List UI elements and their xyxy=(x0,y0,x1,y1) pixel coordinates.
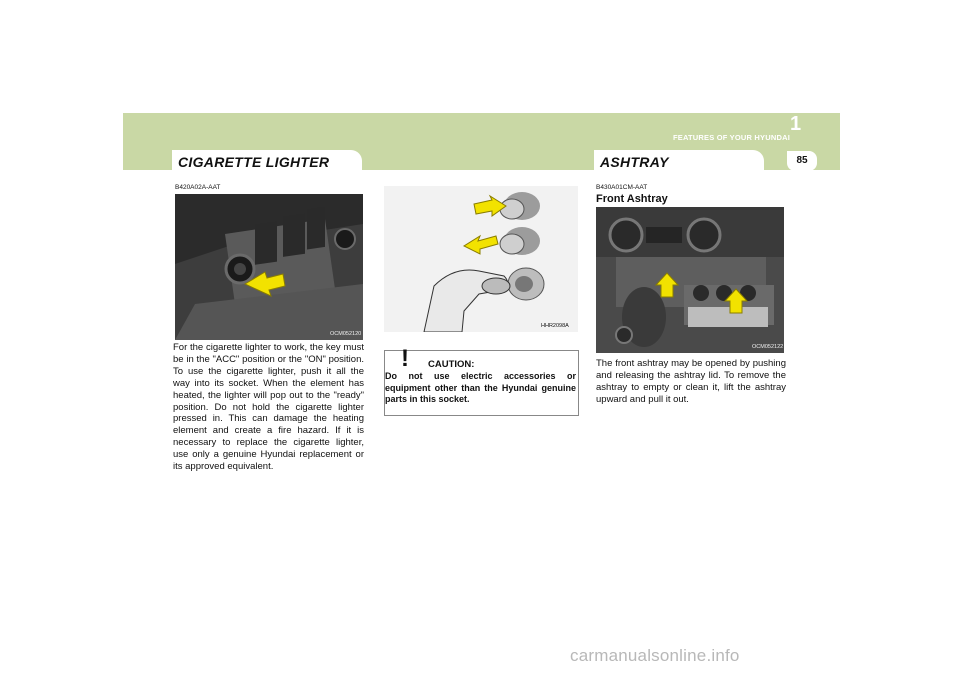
section-title-cigarette-lighter: CIGARETTE LIGHTER xyxy=(178,154,330,170)
chapter-number: 1 xyxy=(790,113,802,135)
caution-text: Do not use electric accessories or equipment other than the Hyundai genuine parts in this socket. xyxy=(385,371,576,404)
warning-exclamation-icon xyxy=(394,344,418,372)
watermark: carmanualsonline.info xyxy=(570,646,740,665)
subheading-front-ashtray: Front Ashtray xyxy=(596,193,668,205)
caution-title: CAUTION: xyxy=(428,359,475,370)
chapter-label: FEATURES OF YOUR HYUNDAI xyxy=(672,133,790,142)
section-code-right: B430A01CM-AAT xyxy=(596,184,648,191)
ashtray-body: The front ashtray may be opened by pushing and releasing the ashtray lid. To remove the ashtray to empty or clean it, lift the ashtray upward and pull it out. xyxy=(596,358,786,405)
section-code-left: B420A02A-AAT xyxy=(175,184,221,191)
page-number: 85 xyxy=(787,151,817,171)
svg-text:!: ! xyxy=(401,345,409,372)
section-title-ashtray: ASHTRAY xyxy=(600,154,669,170)
image-code-left: OCM052120 xyxy=(330,331,362,337)
cigarette-lighter-photo xyxy=(175,194,363,340)
front-ashtray-photo xyxy=(596,207,784,353)
cigarette-lighter-body: For the cigarette lighter to work, the key must be in the "ACC" position or the "ON" position. To use the cigarette lighter, push it all the way into its socket. When the element has heated, the lighter will pop out to the "ready" position. Do not hold the cigarette lighter pressed in. This can damage the heating element and create a fire hazard. If it is necessary to replace the cigarette lighter, use only a genuine Hyundai replacement or its approved equivalent. xyxy=(173,342,364,473)
image-code-right: OCM052122 xyxy=(752,344,784,350)
image-code-middle: HHR2098A xyxy=(541,323,569,329)
lighter-insertion-illustration xyxy=(384,186,578,332)
